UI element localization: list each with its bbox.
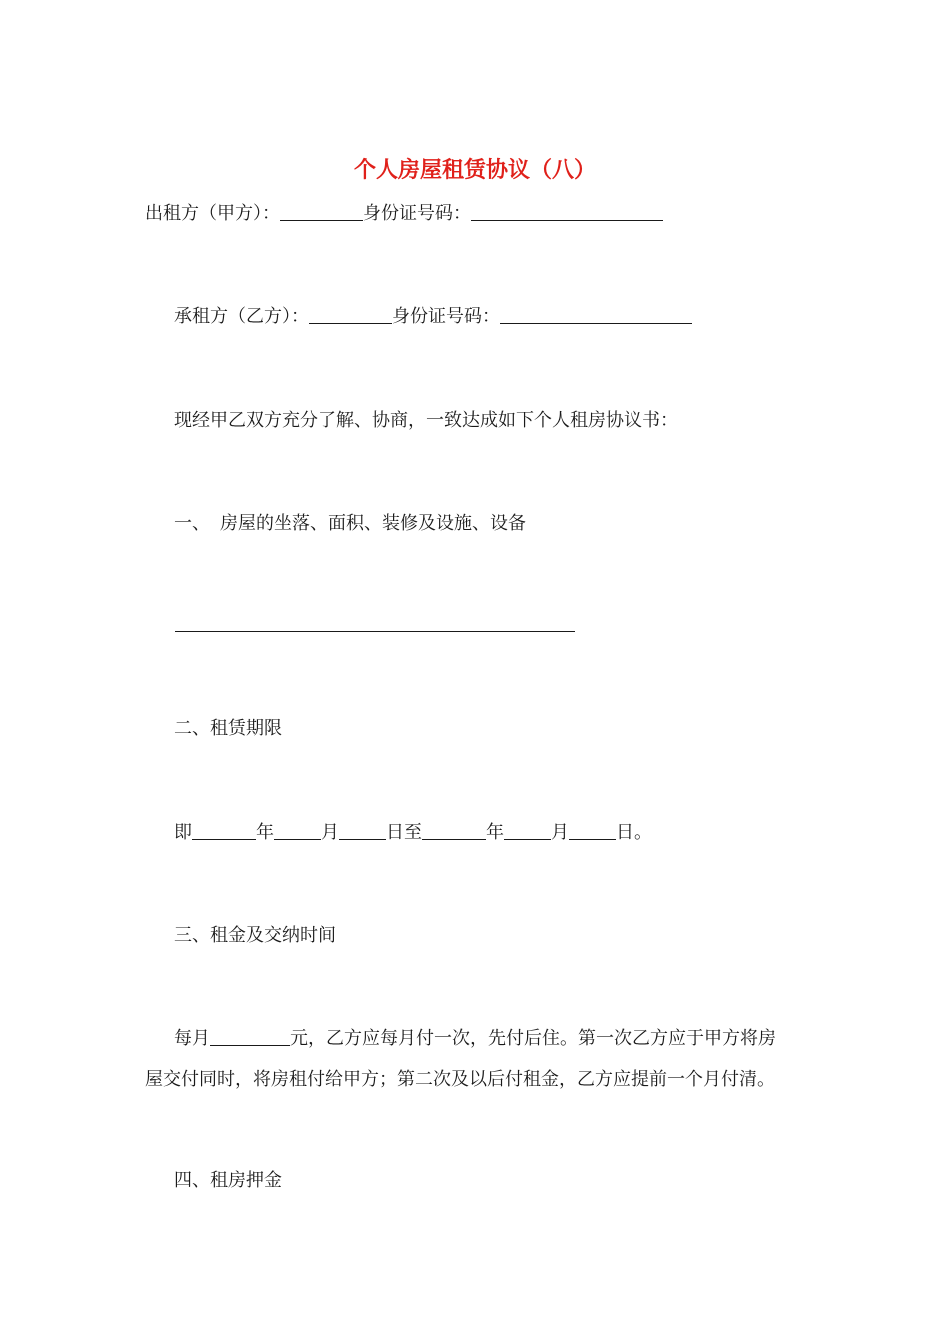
section-4-heading: 四、租房押金 (174, 1170, 282, 1191)
section-1-number: 一、 (174, 513, 210, 534)
term-line (174, 821, 652, 845)
lessee-id-blank (500, 305, 692, 324)
term-month-label: 月 (321, 822, 339, 843)
document-title: 个人房屋租赁协议（八） (353, 157, 596, 183)
lessor-id-label: 身份证号码： (363, 203, 471, 224)
lessee-label: 承租方（乙方）： (174, 306, 309, 327)
term-year-label: 年 (256, 822, 274, 843)
rent-line-1 (174, 1027, 776, 1051)
rent-line-1-text: 元，乙方应每月付一次，先付后住。第一次乙方应于甲方将房 (290, 1028, 776, 1049)
lessor-label: 出租方（甲方）： (145, 203, 280, 224)
lessee-line (174, 305, 692, 329)
lessor-name-blank (280, 202, 363, 221)
term-end-year-label: 年 (486, 822, 504, 843)
term-day-to-label: 日至 (386, 822, 422, 843)
term-end-month-label: 月 (551, 822, 569, 843)
lessor-line (145, 202, 663, 226)
end-day-blank (569, 821, 616, 840)
lessee-name-blank (309, 305, 392, 324)
rent-amount-blank (210, 1027, 290, 1046)
end-month-blank (504, 821, 551, 840)
term-day-end-label: 日。 (616, 822, 652, 843)
intro-paragraph: 现经甲乙双方充分了解、协商，一致达成如下个人租房协议书： (174, 410, 678, 431)
rent-line-2: 屋交付同时，将房租付给甲方；第二次及以后付租金，乙方应提前一个月付清。 (145, 1069, 775, 1090)
section-2-heading: 二、租赁期限 (174, 718, 282, 739)
end-year-blank (422, 821, 486, 840)
start-month-blank (274, 821, 321, 840)
section-3-heading: 三、租金及交纳时间 (174, 925, 336, 946)
lessor-id-blank (471, 202, 663, 221)
start-year-blank (192, 821, 256, 840)
lessee-id-label: 身份证号码： (392, 306, 500, 327)
section-1-title: 房屋的坐落、面积、装修及设施、设备 (220, 513, 526, 534)
property-description-blank (175, 631, 575, 632)
rent-prefix: 每月 (174, 1028, 210, 1049)
section-1-heading (174, 512, 526, 536)
term-prefix: 即 (174, 822, 192, 843)
start-day-blank (339, 821, 386, 840)
